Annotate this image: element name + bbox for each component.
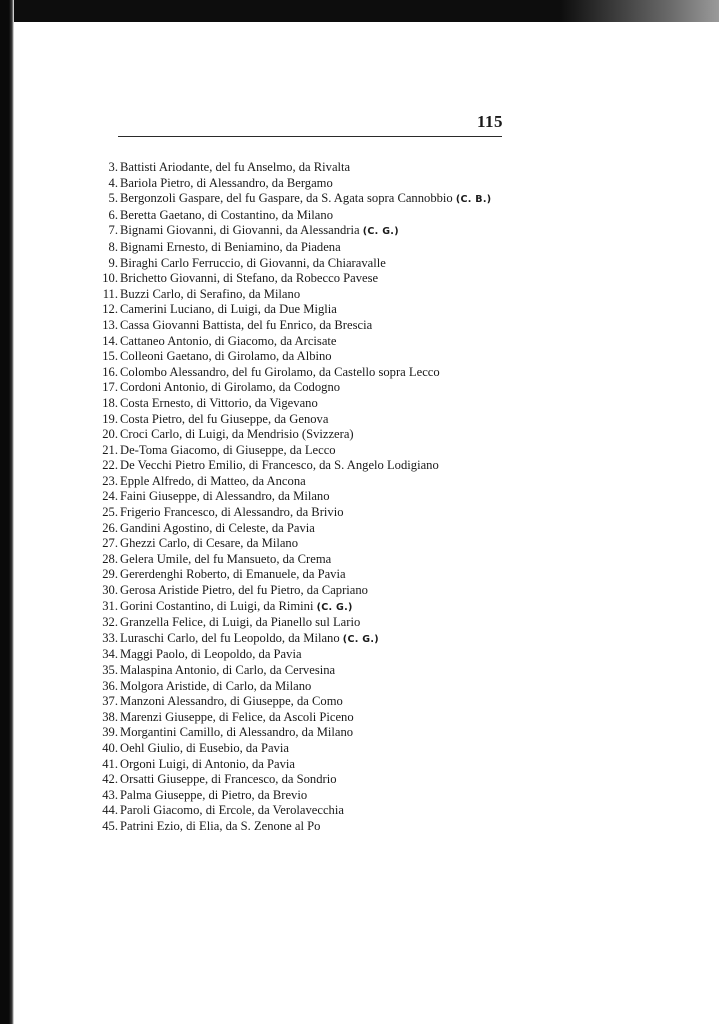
entry-text: Bariola Pietro, di Alessandro, da Bergamo xyxy=(120,175,333,190)
entry-text: Gererdenghi Roberto, di Emanuele, da Pavia xyxy=(120,567,346,582)
list-item xyxy=(98,663,518,679)
entry-number: 36. xyxy=(102,678,118,693)
list-item xyxy=(98,647,518,663)
entry-text: Cordoni Antonio, di Girolamo, da Codogno xyxy=(120,380,341,395)
entry-text: Luraschi Carlo, del fu Leopoldo, da Milano xyxy=(120,630,340,645)
entry-number: 44. xyxy=(102,803,118,818)
list-item xyxy=(98,757,518,773)
entry-number: 29. xyxy=(102,567,118,582)
list-item xyxy=(98,489,518,505)
entry-number: 24. xyxy=(102,489,118,504)
entry-text: Gorini Costantino, di Luigi, da Rimini xyxy=(120,598,314,613)
entry-number: 22. xyxy=(102,458,118,473)
list-item xyxy=(98,741,518,757)
list-item xyxy=(98,318,518,334)
list-item xyxy=(98,583,518,599)
entry-number: 17. xyxy=(102,380,118,395)
list-item xyxy=(98,271,518,287)
entry-text: De-Toma Giacomo, di Giuseppe, da Lecco xyxy=(120,442,336,457)
entry-number: 39. xyxy=(102,725,118,740)
entry-number: 42. xyxy=(102,772,118,787)
entry-number: 37. xyxy=(102,694,118,709)
entry-number: 10. xyxy=(102,271,118,286)
entry-text: Paroli Giacomo, di Ercole, da Verolavecchia xyxy=(120,803,344,818)
entry-number: 23. xyxy=(102,473,118,488)
entry-number: 15. xyxy=(102,349,118,364)
list-item xyxy=(98,819,518,835)
entry-number: 40. xyxy=(102,740,118,755)
list-item xyxy=(98,536,518,552)
entry-text: Patrini Ezio, di Elia, da S. Zenone al Po xyxy=(120,818,321,833)
entry-note: (C. G.) xyxy=(362,226,399,238)
entry-number: 4. xyxy=(108,175,118,190)
entry-text: Colombo Alessandro, del fu Girolamo, da Castello sopra Lecco xyxy=(120,364,440,379)
list-item xyxy=(98,208,518,224)
entry-text: Costa Ernesto, di Vittorio, da Vigevano xyxy=(120,395,318,410)
entry-text: Maggi Paolo, di Leopoldo, da Pavia xyxy=(120,647,302,662)
list-item xyxy=(98,256,518,272)
entry-text: Gandini Agostino, di Celeste, da Pavia xyxy=(120,520,315,535)
entry-number: 9. xyxy=(108,255,118,270)
entry-text: Battisti Ariodante, del fu Anselmo, da Rivalta xyxy=(120,160,351,174)
list-item xyxy=(98,521,518,537)
entry-text: Bergonzoli Gaspare, del fu Gaspare, da S. Agata sopra Cannobbio xyxy=(120,191,453,206)
scan-left-border xyxy=(0,0,14,1024)
list-item xyxy=(98,334,518,350)
list-item xyxy=(98,223,518,240)
entry-number: 45. xyxy=(102,818,118,833)
list-item xyxy=(98,615,518,631)
entry-number: 8. xyxy=(108,239,118,254)
entry-text: Marenzi Giuseppe, di Felice, da Ascoli Piceno xyxy=(120,709,354,724)
list-item xyxy=(98,427,518,443)
entry-text: Costa Pietro, del fu Giuseppe, da Genova xyxy=(120,411,329,426)
entry-text: Molgora Aristide, di Carlo, da Milano xyxy=(120,678,312,693)
entry-text: Granzella Felice, di Luigi, da Pianello sul Lario xyxy=(120,615,361,630)
entry-text: Manzoni Alessandro, di Giuseppe, da Como xyxy=(120,694,343,709)
entry-text: Bignami Ernesto, di Beniamino, da Piadena xyxy=(120,239,341,254)
entry-number: 33. xyxy=(102,630,118,645)
entry-text: Morgantini Camillo, di Alessandro, da Milano xyxy=(120,725,354,740)
list-item xyxy=(98,349,518,365)
list-item xyxy=(98,710,518,726)
entry-text: Epple Alfredo, di Matteo, da Ancona xyxy=(120,473,306,488)
list-item xyxy=(98,567,518,583)
scan-top-border-fade xyxy=(560,0,719,22)
entry-text: Cassa Giovanni Battista, del fu Enrico, da Brescia xyxy=(120,317,373,332)
list-item xyxy=(98,725,518,741)
entry-text: Cattaneo Antonio, di Giacomo, da Arcisate xyxy=(120,333,337,348)
list-item xyxy=(98,599,518,616)
entry-text: Croci Carlo, di Luigi, da Mendrisio (Svizzera) xyxy=(120,427,354,442)
entry-number: 19. xyxy=(102,411,118,426)
entry-number: 25. xyxy=(102,505,118,520)
entry-number: 7. xyxy=(108,223,118,238)
list-item xyxy=(98,679,518,695)
list-item xyxy=(98,772,518,788)
entry-text: Faini Giuseppe, di Alessandro, da Milano xyxy=(120,489,330,504)
list-item xyxy=(98,191,512,208)
entry-text: Malaspina Antonio, di Carlo, da Cervesina xyxy=(120,663,336,677)
entry-number: 30. xyxy=(102,583,118,598)
list-item xyxy=(98,474,518,490)
list-item xyxy=(98,412,518,428)
entry-text: Oehl Giulio, di Eusebio, da Pavia xyxy=(120,740,289,755)
entry-note: (C. G.) xyxy=(342,633,379,645)
entry-text: Orgoni Luigi, di Antonio, da Pavia xyxy=(120,756,296,771)
entry-text: Camerini Luciano, di Luigi, da Due Miglia xyxy=(120,302,337,317)
entry-number: 16. xyxy=(102,364,118,379)
entry-number: 11. xyxy=(102,286,118,301)
list-item xyxy=(98,458,512,474)
entry-number: 26. xyxy=(102,520,118,535)
list-item xyxy=(98,287,518,303)
entry-number: 31. xyxy=(102,598,118,613)
entry-text: Gerosa Aristide Pietro, del fu Pietro, da Capriano xyxy=(120,583,368,598)
entry-text: De Vecchi Pietro Emilio, di Francesco, da S. Angelo Lodigiano xyxy=(120,458,439,473)
list-item xyxy=(98,160,518,176)
entry-number: 21. xyxy=(102,442,118,457)
name-list xyxy=(98,160,518,835)
list-item xyxy=(98,380,518,396)
entry-number: 5. xyxy=(108,191,118,206)
entry-text: Beretta Gaetano, di Costantino, da Milano xyxy=(120,207,333,222)
list-item xyxy=(98,803,518,819)
list-item xyxy=(98,443,518,459)
entry-number: 34. xyxy=(102,647,118,662)
list-item xyxy=(98,631,518,648)
entry-text: Buzzi Carlo, di Serafino, da Milano xyxy=(120,286,301,301)
entry-number: 20. xyxy=(102,427,118,442)
entry-number: 28. xyxy=(102,551,118,566)
entry-number: 32. xyxy=(102,615,118,630)
entry-text: Biraghi Carlo Ferruccio, di Giovanni, da Chiaravalle xyxy=(120,255,386,270)
entry-text: Ghezzi Carlo, di Cesare, da Milano xyxy=(120,536,299,551)
entry-number: 18. xyxy=(102,395,118,410)
header-rule xyxy=(118,136,502,137)
entry-number: 41. xyxy=(102,756,118,771)
entry-text: Colleoni Gaetano, di Girolamo, da Albino xyxy=(120,349,332,364)
page-number: 115 xyxy=(477,112,504,131)
entry-text: Palma Giuseppe, di Pietro, da Brevio xyxy=(120,787,308,802)
list-item xyxy=(98,694,518,710)
entry-number: 38. xyxy=(102,709,118,724)
entry-note: (C. B.) xyxy=(455,194,492,206)
list-item xyxy=(98,552,518,568)
entry-text: Bignami Giovanni, di Giovanni, da Alessandria xyxy=(120,223,360,238)
list-item xyxy=(98,302,518,318)
entry-text: Orsatti Giuseppe, di Francesco, da Sondrio xyxy=(120,772,337,787)
entry-number: 12. xyxy=(102,302,118,317)
entry-number: 27. xyxy=(102,536,118,551)
entry-text: Brichetto Giovanni, di Stefano, da Robecco Pavese xyxy=(120,271,379,286)
entry-number: 14. xyxy=(102,333,118,348)
entry-note: (C. G.) xyxy=(316,601,353,613)
entry-number: 6. xyxy=(108,207,118,222)
entry-text: Frigerio Francesco, di Alessandro, da Brivio xyxy=(120,505,344,520)
entry-number: 13. xyxy=(102,317,118,332)
entry-number: 3. xyxy=(108,160,118,174)
list-item xyxy=(98,505,518,521)
entry-number: 43. xyxy=(102,787,118,802)
list-item xyxy=(98,240,518,256)
list-item xyxy=(98,788,518,804)
list-item xyxy=(98,396,518,412)
entry-number: 35. xyxy=(102,663,118,677)
entry-text: Gelera Umile, del fu Mansueto, da Crema xyxy=(120,551,332,566)
list-item xyxy=(98,176,518,192)
list-item xyxy=(98,365,512,381)
